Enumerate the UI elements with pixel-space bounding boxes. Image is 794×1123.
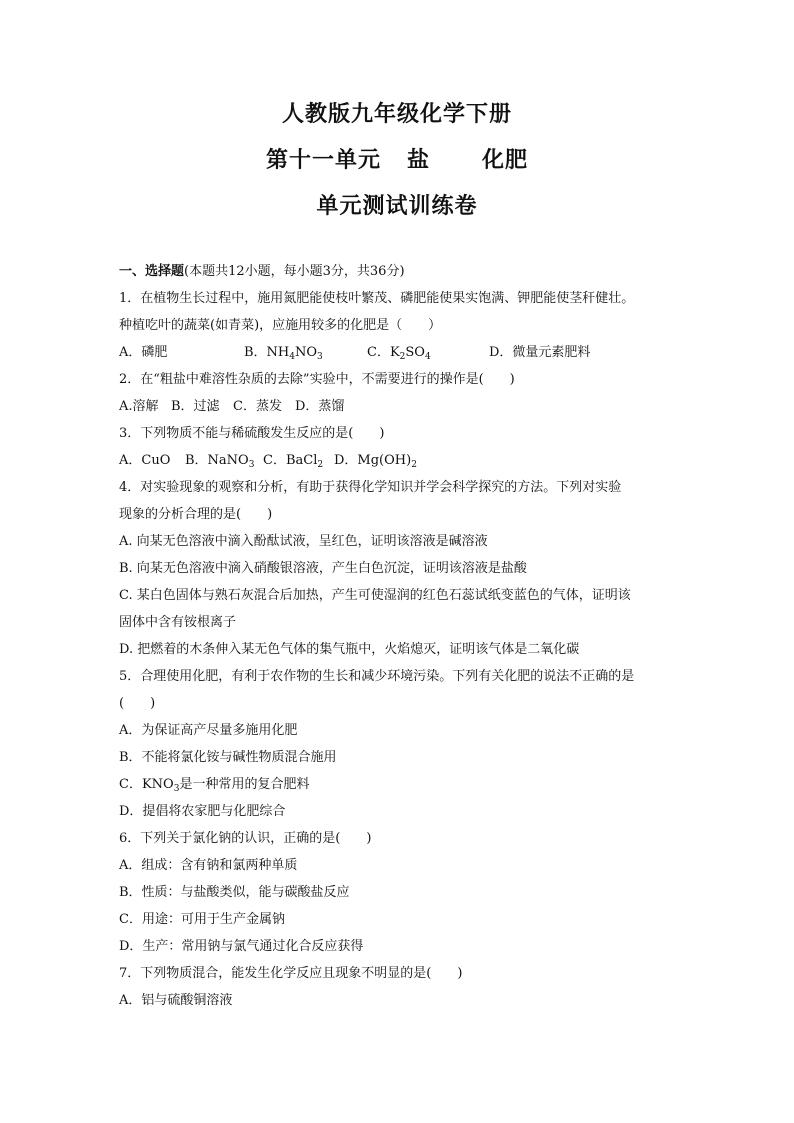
section-info: (本题共12小题，每小题3分，共36分) [184,264,405,279]
q1-option-d: D．微量元素肥料 [489,345,591,360]
q3-option-d: D．$Mg(OH)_2$ [334,453,417,470]
question-3-options [119,447,689,474]
q1-option-a: A．磷肥 [119,345,168,360]
q4-option-a: A. 向某无色溶液中滴入酚酞试液，呈红色，证明该溶液是碱溶液 [119,534,488,549]
q5-option-c: C．$KNO_3$是一种常用的复合肥料 [119,777,310,794]
question-3-line-1: 3．下列物质不能与稀硫酸发生反应的是( ) [119,426,385,441]
question-body [119,258,689,1014]
unit-number: 第十一单元 [265,147,381,173]
q4-option-b: B. 向某无色溶液中滴入硝酸银溶液，产生白色沉淀，证明该溶液是盐酸 [119,561,527,576]
section-heading [119,258,689,285]
q6-option-d: D．生产：常用钠与氯气通过化合反应获得 [119,939,364,954]
q3-option-c: C．BaCl$_2$ [263,453,324,470]
unit-topic-salt: 盐 [406,147,430,173]
q2-option-d: D．蒸馏 [295,399,345,414]
question-2-line-1: 2．在“粗盐中难溶性杂质的去除”实验中，不需要进行的操作是( ) [119,372,515,387]
q5-option-a: A．为保证高产尽量多施用化肥 [119,723,298,738]
q3-option-b: B．NaNO$_3$ [185,453,255,470]
q2-option-b: B．过滤 [171,399,220,414]
section-label: 一、选择题 [119,264,185,279]
question-1-line-2: 种植吃叶的蔬菜(如青菜)，应施用较多的化肥是（ ） [119,318,442,333]
main-title: 人教版九年级化学下册 [281,101,512,127]
q4-option-c-line-2: 固体中含有铵根离子 [119,615,237,630]
q5-option-b: B．不能将氯化铵与碱性物质混合施用 [119,750,337,765]
q6-option-a: A．组成：含有钠和氯两种单质 [119,858,298,873]
q2-option-a: A.溶解 [119,399,159,414]
test-title: 单元测试训练卷 [316,193,478,219]
question-6-line-1: 6．下列关于氯化钠的认识，正确的是( ) [119,831,372,846]
question-4-line-2: 现象的分析合理的是( ) [119,507,273,522]
question-4-line-1: 4．对实验现象的观察和分析，有助于获得化学知识并学会科学探究的方法。下列对实验 [119,480,622,495]
question-1-options [119,339,689,366]
q6-option-b: B．性质：与盐酸类似，能与碳酸盐反应 [119,885,350,900]
q3-option-a: A．CuO [119,453,171,468]
title-block [0,95,794,233]
question-5-line-1: 5．合理使用化肥，有利于农作物的生长和减少环境污染。下列有关化肥的说法不正确的是 [119,669,635,684]
question-7-line-1: 7．下列物质混合，能发生化学反应且现象不明显的是( ) [119,966,463,981]
q5-option-d: D．提倡将农家肥与化肥综合 [119,804,286,819]
question-1-line-1: 1．在植物生长过程中，施用氮肥能使枝叶繁茂、磷肥能使果实饱满、钾肥能使茎秆健壮。 [119,291,635,306]
q1-option-b: B．$NH_4NO_3$ [244,345,323,362]
q6-option-c: C．用途：可用于生产金属钠 [119,912,285,927]
q2-option-c: C．蒸发 [233,399,282,414]
question-5-line-2: ( ) [119,696,156,711]
q7-option-a: A．铝与硫酸铜溶液 [119,993,233,1008]
q1-option-c: C．$K_2SO_4$ [367,345,431,362]
unit-title [0,141,794,187]
q4-option-c-line-1: C. 某白色固体与熟石灰混合后加热，产生可使湿润的红色石蕊试纸变蓝色的气体，证明该 [119,588,631,603]
unit-topic-fertilizer: 化肥 [482,147,529,173]
question-2-options [119,393,689,420]
q4-option-d: D. 把燃着的木条伸入某无色气体的集气瓶中，火焰熄灭，证明该气体是二氧化碳 [119,642,580,657]
